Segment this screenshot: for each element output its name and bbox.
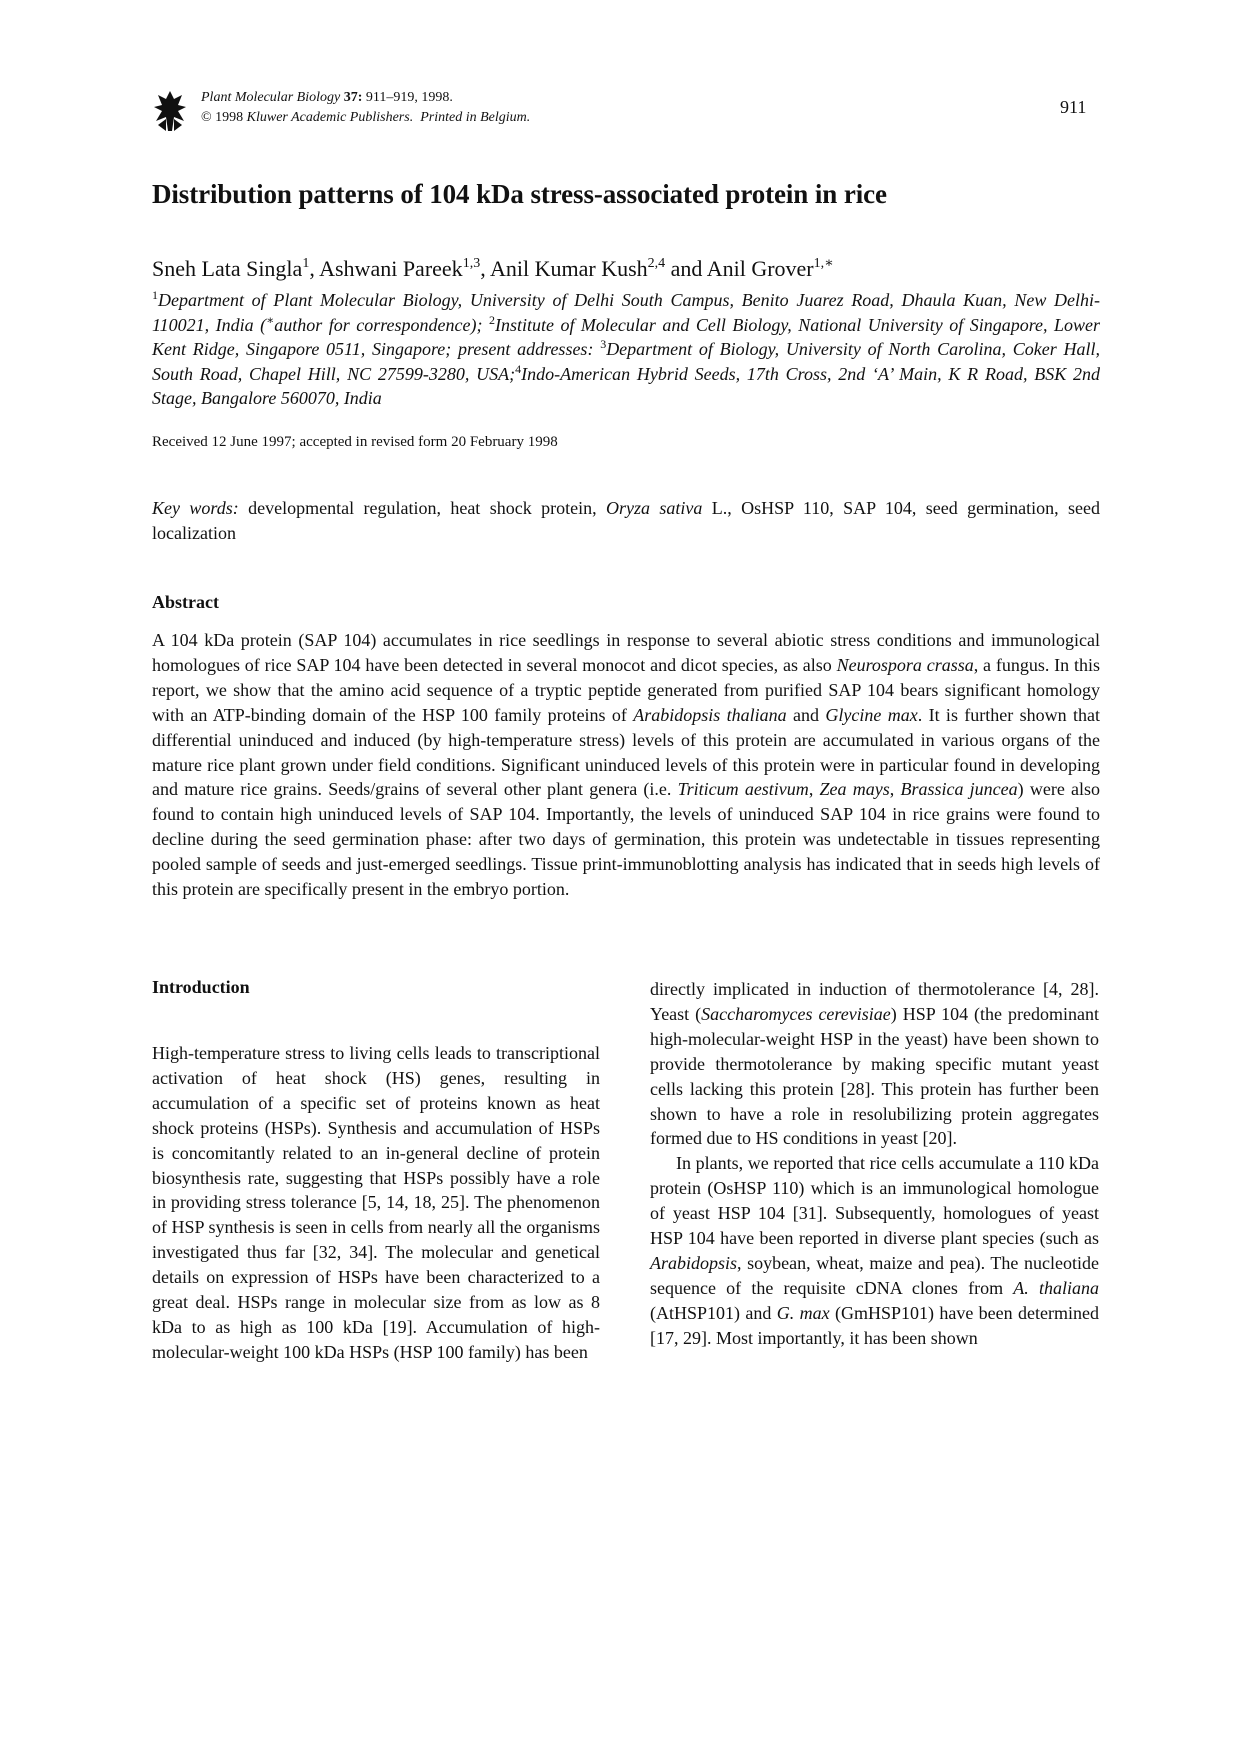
author-name: Anil Grover [706, 256, 814, 281]
journal-line-1 [201, 88, 530, 108]
intro-species: Saccharomyces cerevisiae [701, 1003, 891, 1024]
abstract-species: Triticum aestivum [677, 779, 809, 800]
publisher-logo-icon [152, 89, 188, 133]
affiliation-4: Indo-American Hybrid Seeds, 17th Cross, 2nd ‘A’ Main, K R Road, BSK 2nd Stage, Bangalore 560070, India [152, 363, 1100, 408]
author-separator: , [309, 256, 320, 281]
intro-species: A. thaliana [1013, 1277, 1099, 1298]
intro-paragraph-3 [650, 1151, 1099, 1350]
journal-volume: 37: [343, 90, 363, 105]
intro-text: (AtHSP101) and [650, 1302, 777, 1323]
abstract-text: , [808, 779, 820, 800]
copyright-year: 1998 [215, 110, 244, 125]
journal-pages: 911–919, 1998. [365, 90, 453, 105]
corresponding-star: ∗ [266, 312, 275, 327]
author-name: Sneh Lata Singla [152, 256, 303, 281]
author-affil-sup: 2,4 [647, 256, 666, 271]
journal-name: Plant Molecular Biology [201, 90, 341, 105]
abstract-species: Arabidopsis thaliana [633, 704, 787, 725]
intro-text: ) HSP 104 (the predominant high-molecular-weight HSP in the yeast) have been shown to provide thermotolerance by making specific mutant yeast cells lacking this protein [28]. This protein has further been shown to have a role in resolubilizing protein aggregates formed due to HS conditions in yeast [20]. [650, 1003, 1100, 1149]
journal-citation [201, 88, 530, 128]
intro-paragraph-2 [650, 977, 1099, 1151]
affil-sup: 1 [152, 288, 158, 302]
paper-title: Distribution patterns of 104 kDa stress-associated protein in rice [152, 179, 887, 209]
intro-paragraph-1: High-temperature stress to living cells leads to transcriptional activation of heat shock (HS) genes, resulting in accumulation of a specific set of proteins known as heat shock proteins (HSPs). Synthesis and accumulation of HSPs is concomitantly related to an in-general decline of protein biosynthesis rate, suggesting that HSPs possibly have a role in providing stress tolerance [5, 14, 18, 25]. The phenomenon of HSP synthesis is seen in cells from nearly all the organisms investigated thus far [32, 34]. The molecular and genetical details on expression of HSPs have been characterized to a great deal. HSPs range in molecular size from as low as 8 kDa to as high as 100 kDa [19]. Accumulation of high-molecular-weight 100 kDa HSPs (HSP 100 family) has been [152, 1043, 600, 1362]
affiliations [152, 288, 1100, 411]
abstract-body [152, 628, 1100, 902]
keywords-text: developmental regulation, heat shock protein, [238, 498, 606, 518]
affiliation-2: Institute of Molecular and Cell Biology, National University of Singapore, Lower Kent Ridge, Singapore 0511, Singapore; present addresses: [152, 314, 1101, 359]
intro-species: G. max [776, 1302, 830, 1323]
abstract-heading: Abstract [152, 592, 219, 612]
abstract-species: Neurospora crassa [836, 654, 974, 675]
author-list [152, 256, 834, 282]
introduction-heading: Introduction [152, 977, 250, 997]
intro-text: directly implicated in induction of thermotolerance [4, 28]. Yeast ( [650, 979, 1099, 1024]
copyright-symbol: © [201, 110, 212, 125]
publisher: Kluwer Academic Publishers. [246, 110, 414, 125]
page-number: 911 [1060, 97, 1087, 117]
affiliation-3: Department of Biology, University of North Carolina, Coker Hall, South Road, Chapel Hill, NC 27599-3280, USA; [152, 339, 1100, 384]
affil-sup: 4 [515, 361, 522, 376]
affil-sup: 3 [600, 337, 607, 351]
author-name: Anil Kumar Kush [489, 256, 648, 281]
received-dates: Received 12 June 1997; accepted in revised form 20 February 1998 [152, 434, 558, 450]
intro-text: (GmHSP101) have been determined [17, 29]. Most importantly, it has been shown [650, 1302, 1099, 1348]
abstract-species: Zea mays [819, 779, 890, 800]
author-affil-sup: 1,∗ [813, 256, 834, 271]
intro-species: Arabidopsis [650, 1252, 738, 1273]
abstract-text: . It is further shown that differential uninduced and induced (by high-temperature stress) levels of this protein are accumulated in various organs of the mature rice plant grown under field conditions. Significant uninduced levels of this protein were in particular found in developing and mature rice grains. Seeds/grains of several other plant genera (i.e. [152, 704, 1100, 800]
abstract-species: Brassica juncea [900, 779, 1018, 800]
correspondence-note: author for correspondence); [274, 314, 489, 335]
author-affil-sup: 1 [302, 256, 310, 271]
keywords-text: L., OsHSP 110, SAP 104, seed germination, seed localization [152, 498, 1100, 543]
keywords [152, 496, 1100, 546]
abstract-text: and [786, 704, 826, 725]
author-separator: and [665, 256, 707, 281]
abstract-species: Glycine max [825, 704, 918, 725]
author-name: Ashwani Pareek [319, 256, 463, 281]
abstract-text: ) were also found to contain high uninduced levels of SAP 104. Importantly, the levels of uninduced SAP 104 in rice grains were found to decline during the seed germination phase: after two days of germination, this protein was undetectable in tissues representing pooled sample of seeds and just-emerged seedlings. Tissue print-immunoblotting analysis has indicated that in seeds high levels of this protein are specifically present in the embryo portion. [152, 779, 1101, 900]
affil-sup: 2 [488, 312, 495, 327]
keywords-label: Key words: [152, 498, 239, 518]
abstract-text: , [889, 779, 901, 800]
keywords-species: Oryza sativa [605, 498, 703, 518]
abstract-text: A 104 kDa protein (SAP 104) accumulates in rice seedlings in response to several abiotic stress conditions and immunological homologues of rice SAP 104 have been detected in several monocot and dicot species, as also [152, 630, 1100, 675]
intro-text: In plants, we reported that rice cells accumulate a 110 kDa protein (OsHSP 110) which is an immunological homologue of yeast HSP 104 [31]. Subsequently, homologues of yeast HSP 104 have been reported in diverse plant species (such as [650, 1153, 1099, 1249]
abstract-text: , a fungus. In this report, we show that the amino acid sequence of a tryptic peptide generated from purified SAP 104 bears significant homology with an ATP-binding domain of the HSP 100 family proteins of [152, 654, 1100, 725]
printed-in: Printed in Belgium. [420, 110, 531, 125]
author-affil-sup: 1,3 [462, 256, 481, 271]
intro-text: , soybean, wheat, maize and pea). The nucleotide sequence of the requisite cDNA clones from [650, 1252, 1099, 1298]
journal-line-2 [201, 108, 530, 128]
intro-column-right [650, 977, 1099, 1351]
author-separator: , [480, 256, 490, 281]
intro-column-left [152, 1041, 600, 1365]
affiliation-1: Department of Plant Molecular Biology, University of Delhi South Campus, Benito Juarez Road, Dhaula Kuan, New Delhi-110021, India ( [152, 290, 1100, 335]
